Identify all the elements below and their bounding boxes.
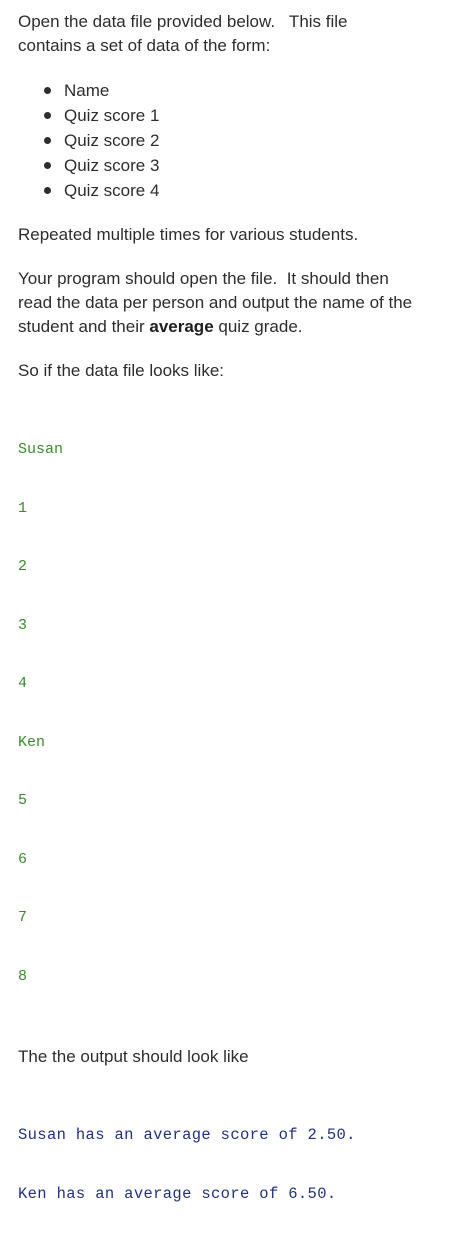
data-file-intro: So if the data file looks like: (18, 361, 225, 380)
field-list (18, 78, 454, 203)
list-item: Name (44, 78, 454, 103)
intro-line-2: contains a set of data of the form: (18, 36, 271, 55)
data-file-code-block (18, 401, 454, 1025)
code-line: 3 (18, 616, 28, 634)
code-line: 7 (18, 909, 28, 926)
intro-line-1: Open the data file provided below. This file (18, 12, 348, 31)
list-item: Quiz score 4 (44, 178, 454, 203)
code-line: 1 (18, 499, 28, 517)
code-line: 5 (18, 792, 28, 809)
list-item: Quiz score 1 (44, 103, 454, 128)
average-emphasis: average (149, 317, 214, 336)
output-line: Ken has an average score of 6.50. (18, 1184, 337, 1203)
output-intro: The the output should look like (18, 1047, 249, 1066)
list-item: Quiz score 3 (44, 153, 454, 178)
bullet-icon (44, 162, 51, 169)
bullet-icon (44, 137, 51, 144)
code-line: 8 (18, 967, 28, 985)
output-line: Susan has an average score of 2.50. (18, 1126, 356, 1144)
intro-paragraph (18, 10, 454, 58)
code-line: Susan (18, 441, 64, 458)
program-line-3-pre: student and their (18, 317, 150, 336)
program-line-2: read the data per person and output the name of the (18, 293, 413, 312)
code-line: 2 (18, 558, 28, 575)
bullet-icon (44, 187, 51, 194)
bullet-icon (44, 87, 51, 94)
output-code-block (18, 1087, 454, 1243)
code-line: 4 (18, 675, 28, 692)
bullet-icon (44, 112, 51, 119)
program-line-3-post: quiz grade. (213, 317, 303, 336)
code-line: Ken (18, 733, 46, 751)
program-paragraph (18, 267, 454, 339)
list-item: Quiz score 2 (44, 128, 454, 153)
program-line-1: Your program should open the file. It should then (18, 269, 389, 288)
repeated-paragraph: Repeated multiple times for various students. (18, 225, 359, 244)
code-line: 6 (18, 850, 28, 868)
